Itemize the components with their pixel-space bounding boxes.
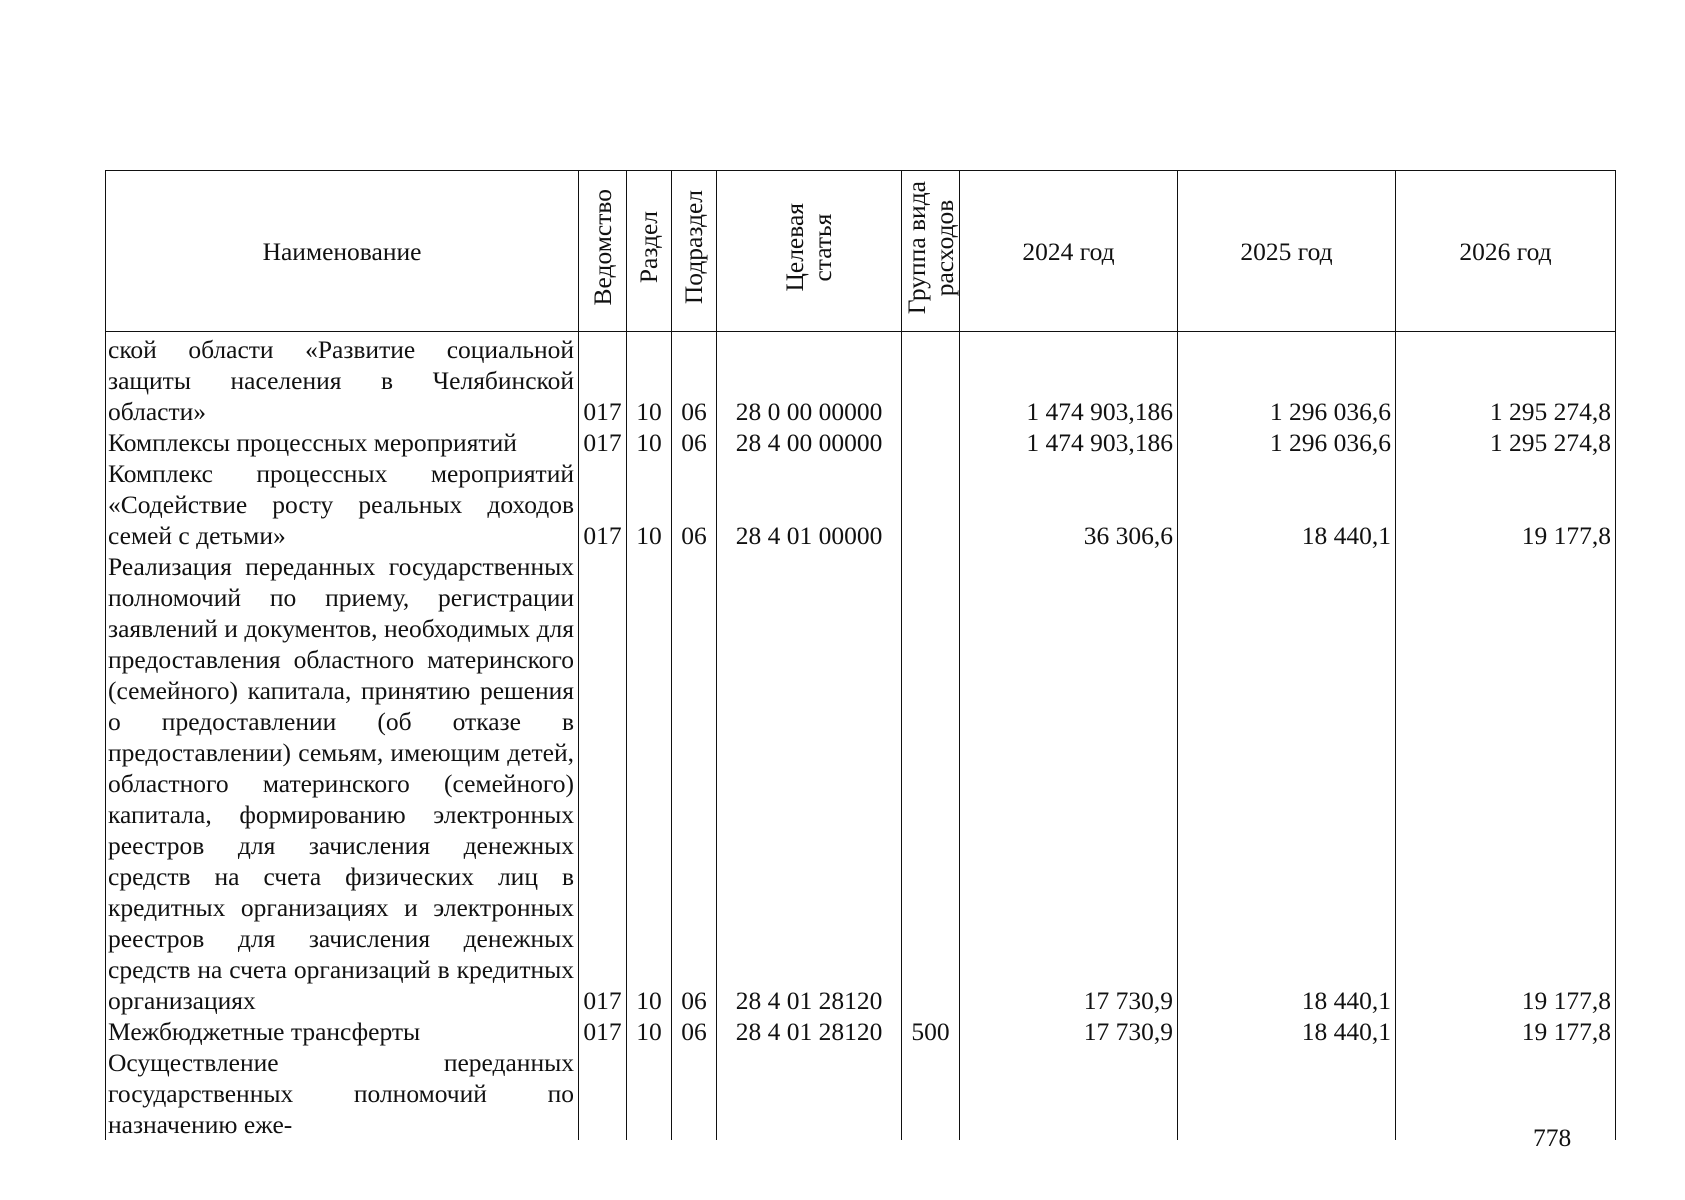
row-2025: 18 440,1	[1178, 551, 1396, 1016]
row-department: 017	[579, 332, 627, 428]
row-2026: 19 177,8	[1396, 458, 1616, 551]
row-section: 10	[627, 427, 672, 458]
row-2026: 1 295 274,8	[1396, 332, 1616, 428]
row-2025: 1 296 036,6	[1178, 332, 1396, 428]
header-section: Раздел	[627, 171, 672, 332]
row-2026	[1396, 1047, 1616, 1140]
row-name: Комплекс процессных мероприятий «Содействие росту реальных доходов семей с детьми»	[106, 458, 579, 551]
row-name: ской области «Развитие социальной защиты населения в Челябинской области»	[106, 332, 579, 428]
row-2026: 1 295 274,8	[1396, 427, 1616, 458]
row-expense-group	[902, 427, 960, 458]
row-2025	[1178, 1047, 1396, 1140]
header-target-article: Целевая статья	[717, 171, 902, 332]
row-expense-group	[902, 1047, 960, 1140]
row-expense-group: 500	[902, 1016, 960, 1047]
row-name: Осуществление переданных государственных полномочий по назначению еже-	[106, 1047, 579, 1140]
row-department	[579, 1047, 627, 1140]
row-subsection	[672, 1047, 717, 1140]
row-2025: 1 296 036,6	[1178, 427, 1396, 458]
table-row	[106, 1047, 1616, 1140]
header-department: Ведомство	[579, 171, 627, 332]
row-target-article	[717, 1047, 902, 1140]
header-2026: 2026 год	[1396, 171, 1616, 332]
header-row	[106, 171, 1616, 332]
budget-table	[105, 170, 1616, 1140]
row-department: 017	[579, 1016, 627, 1047]
row-subsection: 06	[672, 427, 717, 458]
row-expense-group	[902, 551, 960, 1016]
row-2024: 17 730,9	[960, 551, 1178, 1016]
row-name: Комплексы процессных мероприятий	[106, 427, 579, 458]
table-row	[106, 1016, 1616, 1047]
row-2024: 1 474 903,186	[960, 332, 1178, 428]
row-section: 10	[627, 458, 672, 551]
row-target-article: 28 4 00 00000	[717, 427, 902, 458]
row-2024: 36 306,6	[960, 458, 1178, 551]
header-subsection: Подраздел	[672, 171, 717, 332]
row-2026: 19 177,8	[1396, 551, 1616, 1016]
page-number: 778	[1533, 1123, 1572, 1152]
header-name: Наименование	[106, 171, 579, 332]
row-department: 017	[579, 427, 627, 458]
header-2024: 2024 год	[960, 171, 1178, 332]
row-department: 017	[579, 551, 627, 1016]
row-target-article: 28 4 01 00000	[717, 458, 902, 551]
row-name: Межбюджетные трансферты	[106, 1016, 579, 1047]
row-expense-group	[902, 332, 960, 428]
row-section: 10	[627, 332, 672, 428]
row-2025: 18 440,1	[1178, 1016, 1396, 1047]
row-subsection: 06	[672, 551, 717, 1016]
row-2026: 19 177,8	[1396, 1016, 1616, 1047]
row-target-article: 28 4 01 28120	[717, 1016, 902, 1047]
table-row	[106, 332, 1616, 428]
row-section: 10	[627, 551, 672, 1016]
row-department: 017	[579, 458, 627, 551]
table-row	[106, 458, 1616, 551]
row-target-article: 28 0 00 00000	[717, 332, 902, 428]
table-row	[106, 551, 1616, 1016]
row-target-article: 28 4 01 28120	[717, 551, 902, 1016]
row-section	[627, 1047, 672, 1140]
row-section: 10	[627, 1016, 672, 1047]
row-2025: 18 440,1	[1178, 458, 1396, 551]
row-2024	[960, 1047, 1178, 1140]
row-subsection: 06	[672, 458, 717, 551]
row-subsection: 06	[672, 1016, 717, 1047]
header-expense-group: Группа вида расходов	[902, 171, 960, 332]
row-subsection: 06	[672, 332, 717, 428]
row-2024: 1 474 903,186	[960, 427, 1178, 458]
table-row	[106, 427, 1616, 458]
header-2025: 2025 год	[1178, 171, 1396, 332]
row-expense-group	[902, 458, 960, 551]
row-2024: 17 730,9	[960, 1016, 1178, 1047]
row-name: Реализация переданных государственных полномочий по приему, регистрации заявлений и документов, необходимых для предоставления областного материнского (семейного) капитала, принятию решения о предоставлении (об отказе в предоставлении) семьям, имеющим детей, областного материнского (семейного) капитала, формированию электронных реестров для зачисления денежных средств на счета физических лиц в кредитных организациях и электронных реестров для зачисления денежных средств на счета организаций в кредитных организациях	[106, 551, 579, 1016]
